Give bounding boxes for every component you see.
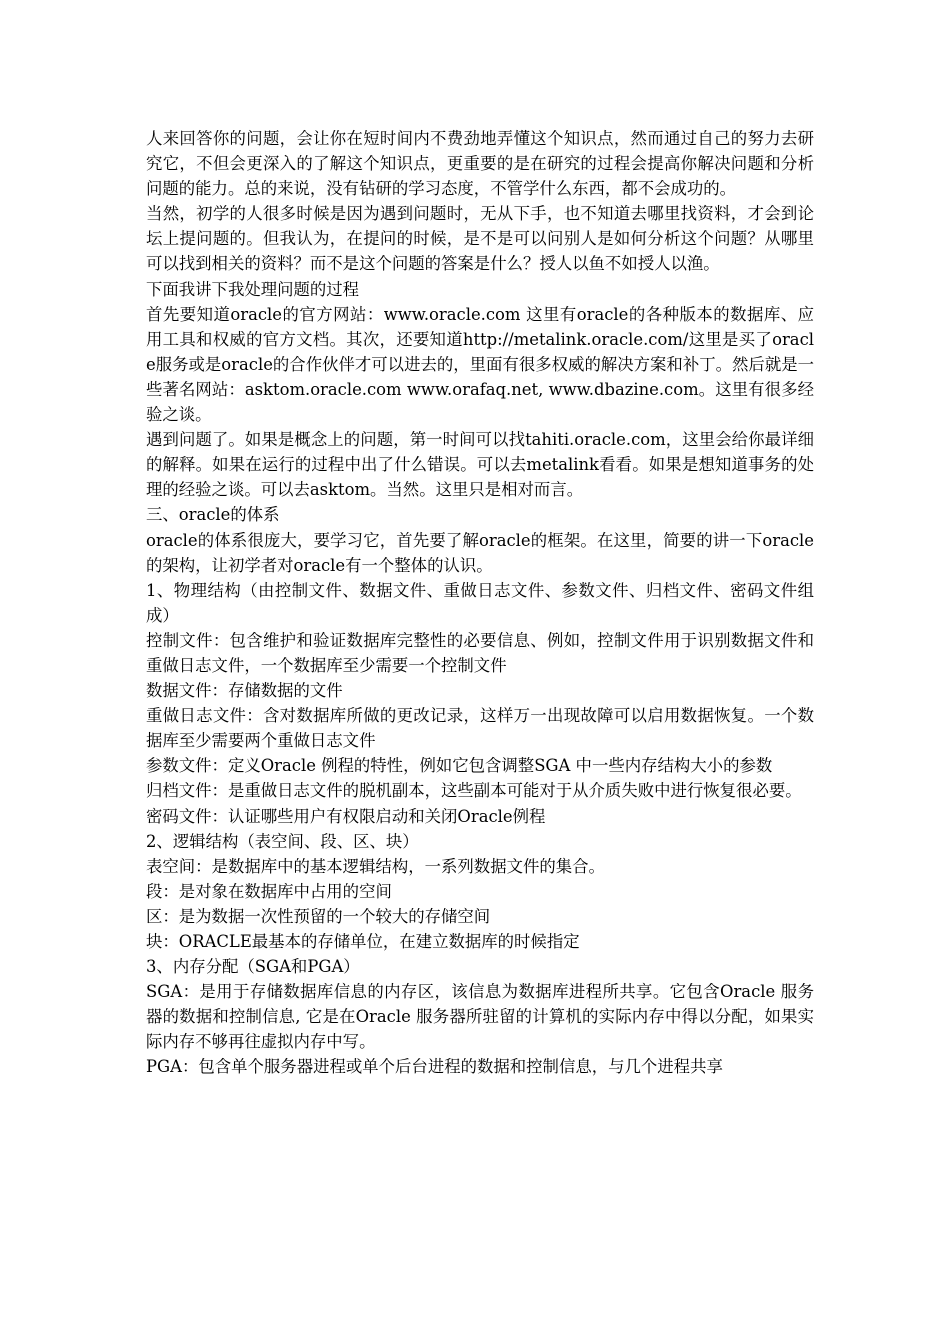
- definition-redo-log-file: 重做日志文件：含对数据库所做的更改记录，这样万一出现故障可以启用数据恢复。一个数据库至少需要两个重做日志文件: [146, 706, 814, 751]
- paragraph-process-intro: 下面我讲下我处理问题的过程: [146, 279, 360, 299]
- definition-extent: 区：是为数据一次性预留的一个较大的存储空间: [146, 906, 491, 926]
- section-heading-oracle-architecture: 三、oracle的体系: [146, 505, 280, 525]
- paragraph-intro-continued: 人来回答你的问题，会让你在短时间内不费劲地弄懂这个知识点，然而通过自己的努力去研究它，不但会更深入的了解这个知识点，更重要的是在研究的过程会提高你解决问题和分析问题的能力。总的来说，没有钻研的学习态度，不管学什么东西，都不会成功的。: [146, 129, 814, 199]
- definition-control-file: 控制文件：包含维护和验证数据库完整性的必要信息、例如，控制文件用于识别数据文件和重做日志文件，一个数据库至少需要一个控制文件: [146, 630, 814, 675]
- subheading-memory-allocation: 3、内存分配（SGA和PGA）: [146, 957, 360, 977]
- definition-block: 块：ORACLE最基本的存储单位，在建立数据库的时候指定: [146, 932, 580, 951]
- definition-sga: SGA：是用于存储数据库信息的内存区，该信息为数据库进程所共享。它包含Oracle 服务器的数据和控制信息, 它是在Oracle 服务器所驻留的计算机的实际内存中得以分配，如果实际内存不够再往虚拟内存中写。: [146, 982, 814, 1052]
- definition-archive-file: 归档文件：是重做日志文件的脱机副本，这些副本可能对于从介质失败中进行恢复很必要。: [146, 781, 802, 801]
- subheading-physical-structure: 1、物理结构（由控制文件、数据文件、重做日志文件、参数文件、归档文件、密码文件组成）: [146, 580, 814, 625]
- definition-pga: PGA：包含单个服务器进程或单个后台进程的数据和控制信息，与几个进程共享: [146, 1057, 723, 1077]
- definition-parameter-file: 参数文件：定义Oracle 例程的特性，例如它包含调整SGA 中一些内存结构大小的参数: [146, 756, 773, 776]
- paragraph-asking-questions: 当然，初学的人很多时候是因为遇到问题时，无从下手，也不知道去哪里找资料，才会到论坛上提问题的。但我认为，在提问的时候，是不是可以问别人是如何分析这个问题？从哪里可以找到相关的资料？而不是这个问题的答案是什么？授人以鱼不如授人以渔。: [146, 204, 814, 274]
- document-page: [146, 126, 814, 1080]
- paragraph-architecture-overview: oracle的体系很庞大，要学习它，首先要了解oracle的框架。在这里，简要的讲一下oracle的架构，让初学者对oracle有一个整体的认识。: [146, 530, 814, 575]
- paragraph-official-sites: 首先要知道oracle的官方网站：www.oracle.com 这里有oracle的各种版本的数据库、应用工具和权威的官方文档。其次，还要知道http://metalink.oracle.com/这里是买了oracle服务或是oracle的合作伙伴才可以进去的，里面有很多权威的解决方案和补丁。然后就是一些著名网站：asktom.oracle.com www.orafaq.net, www.dbazine.com。这里有很多经验之谈。: [146, 304, 814, 425]
- definition-password-file: 密码文件：认证哪些用户有权限启动和关闭Oracle例程: [146, 806, 546, 826]
- definition-data-file: 数据文件：存储数据的文件: [146, 681, 343, 701]
- definition-segment: 段：是对象在数据库中占用的空间: [146, 881, 392, 901]
- definition-tablespace: 表空间：是数据库中的基本逻辑结构，一系列数据文件的集合。: [146, 856, 605, 876]
- subheading-logical-structure: 2、逻辑结构（表空间、段、区、块）: [146, 831, 419, 851]
- paragraph-problem-solving: 遇到问题了。如果是概念上的问题，第一时间可以找tahiti.oracle.com，这里会给你最详细的解释。如果在运行的过程中出了什么错误。可以去metalink看看。如果是想知道事务的处理的经验之谈。可以去asktom。当然。这里只是相对而言。: [146, 430, 814, 500]
